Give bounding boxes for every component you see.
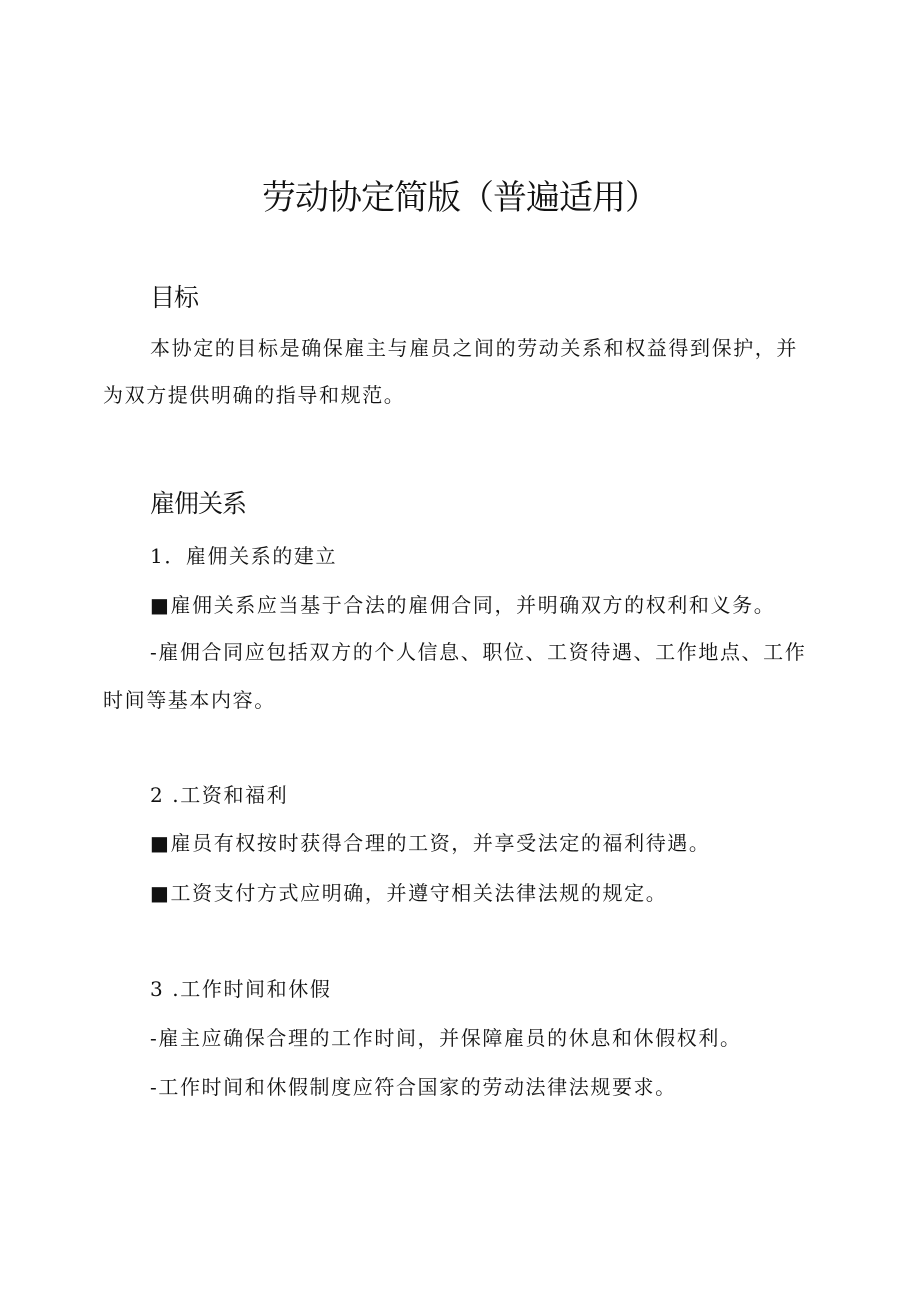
document-title: 劳动协定简版（普遍适用） — [262, 178, 658, 218]
section-heading-goal: 目标 — [150, 283, 199, 312]
goal-paragraph-line-1: 本协定的目标是确保雇主与雇员之间的劳动关系和权益得到保护，并 — [150, 336, 798, 360]
list-item: -工作时间和休假制度应符合国家的劳动法律法规要求。 — [150, 1075, 677, 1099]
subheading-establishment: 1．雇佣关系的建立 — [150, 544, 338, 568]
subheading-hours: 3 .工作时间和休假 — [150, 977, 332, 1001]
list-item: -雇主应确保合理的工作时间，并保障雇员的休息和休假权利。 — [150, 1026, 742, 1050]
goal-paragraph-line-2: 为双方提供明确的指导和规范。 — [103, 383, 406, 407]
subheading-wages: 2 .工资和福利 — [150, 783, 289, 807]
list-item: -雇佣合同应包括双方的个人信息、职位、工资待遇、工作地点、工作 — [150, 640, 807, 664]
list-item: ■雇员有权按时获得合理的工资，并享受法定的福利待遇。 — [150, 831, 711, 855]
list-item-continuation: 时间等基本内容。 — [103, 688, 276, 712]
section-heading-employment: 雇佣关系 — [150, 489, 247, 518]
list-item: ■工资支付方式应明确，并遵守相关法律法规的规定。 — [150, 881, 668, 905]
list-item: ■雇佣关系应当基于合法的雇佣合同，并明确双方的权利和义务。 — [150, 593, 776, 617]
